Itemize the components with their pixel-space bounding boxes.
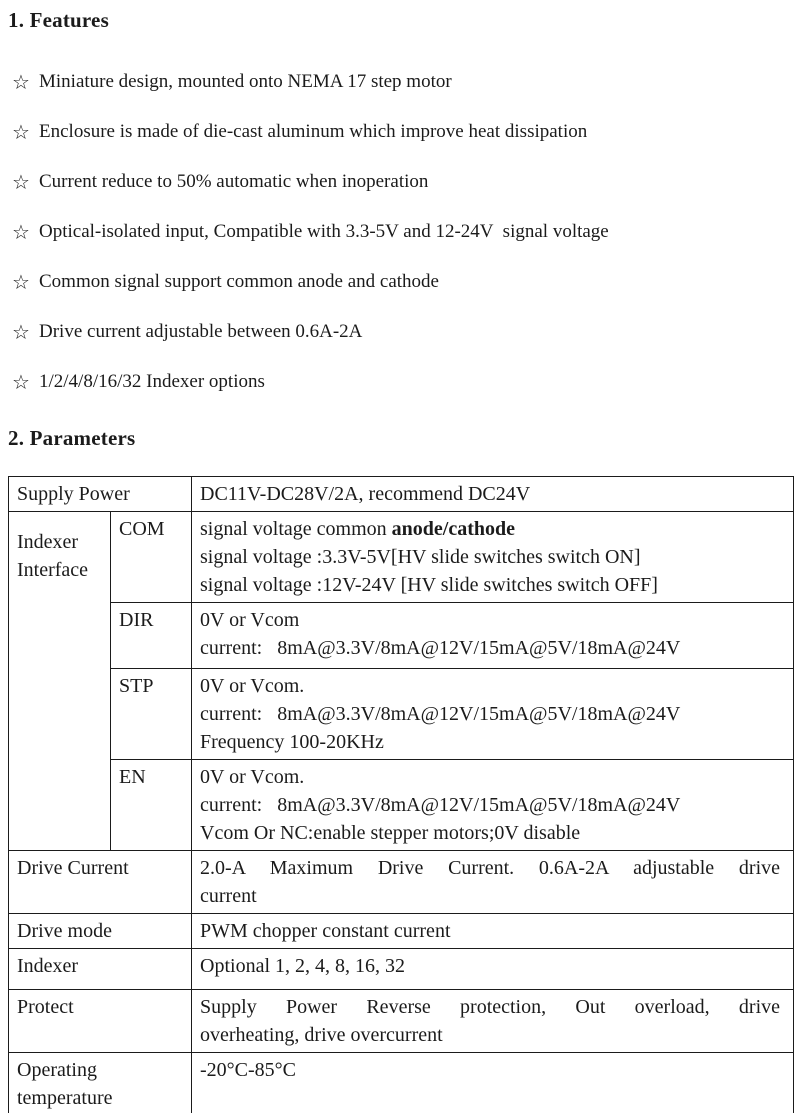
value-line: Vcom Or NC:enable stepper motors;0V disable (200, 822, 581, 844)
value-line: 0V or Vcom (200, 609, 300, 631)
value-line: signal voltage :3.3V-5V[HV slide switches switch ON] (200, 546, 641, 568)
star-bullet-icon: ☆ (12, 120, 30, 144)
param-value-cell (192, 603, 794, 669)
table-row-stp (9, 669, 794, 760)
param-value-cell (192, 760, 794, 851)
param-value-cell (192, 512, 794, 603)
signal-label-cell: COM (111, 512, 192, 603)
signal-label-cell: EN (111, 760, 192, 851)
value-line: current: 8mA@3.3V/8mA@12V/15mA@5V/18mA@24V (200, 703, 681, 725)
feature-text: Miniature design, mounted onto NEMA 17 step motor (39, 71, 452, 92)
value-line: current (200, 885, 257, 907)
signal-label-cell: DIR (111, 603, 192, 669)
value-line: 0V or Vcom. (200, 675, 305, 697)
signal-label-cell: STP (111, 669, 192, 760)
star-bullet-icon: ☆ (12, 320, 30, 344)
feature-text: Drive current adjustable between 0.6A-2A (39, 321, 363, 342)
value-line: current: 8mA@3.3V/8mA@12V/15mA@5V/18mA@24V (200, 637, 681, 659)
param-label-cell: Operating temperature (9, 1053, 192, 1113)
parameters-heading: 2. Parameters (8, 426, 136, 450)
star-bullet-icon: ☆ (12, 370, 30, 394)
table-row-supply-power (9, 477, 794, 512)
feature-text: Common signal support common anode and cathode (39, 271, 439, 292)
value-line: Supply Power Reverse protection, Out overload, drive (200, 996, 781, 1018)
param-label-cell: Supply Power (9, 477, 192, 512)
table-row-com (9, 512, 794, 603)
feature-text: 1/2/4/8/16/32 Indexer options (39, 371, 265, 392)
param-label-cell: Indexer (9, 949, 192, 990)
table-row-operating-temperature (9, 1053, 794, 1113)
param-value-cell (192, 990, 794, 1053)
star-bullet-icon: ☆ (12, 170, 30, 194)
star-bullet-icon: ☆ (12, 70, 30, 94)
feature-item (8, 369, 793, 395)
feature-item (8, 219, 793, 245)
table-row-indexer (9, 949, 794, 990)
param-label-cell: Drive mode (9, 914, 192, 949)
value-line: Frequency 100-20KHz (200, 731, 384, 753)
value-line: current: 8mA@3.3V/8mA@12V/15mA@5V/18mA@24V (200, 794, 681, 816)
param-value-cell: -20°C-85°C (192, 1053, 794, 1113)
value-line: signal voltage common anode/cathode (200, 518, 515, 540)
feature-text: Optical-isolated input, Compatible with 3.3-5V and 12-24V signal voltage (39, 221, 609, 242)
table-row-drive-current (9, 851, 794, 914)
feature-text: Enclosure is made of die-cast aluminum which improve heat dissipation (39, 121, 588, 142)
param-label-cell: Protect (9, 990, 192, 1053)
param-label-cell: Drive Current (9, 851, 192, 914)
table-row-drive-mode (9, 914, 794, 949)
star-bullet-icon: ☆ (12, 270, 30, 294)
feature-item (8, 269, 793, 295)
features-heading: 1. Features (8, 8, 109, 32)
table-row-en (9, 760, 794, 851)
feature-item (8, 169, 793, 195)
param-value-cell: Optional 1, 2, 4, 8, 16, 32 (192, 949, 794, 990)
star-bullet-icon: ☆ (12, 220, 30, 244)
param-value-cell (192, 669, 794, 760)
table-row-dir (9, 603, 794, 669)
value-line: signal voltage :12V-24V [HV slide switches switch OFF] (200, 574, 658, 596)
value-line: 2.0-A Maximum Drive Current. 0.6A-2A adjustable drive (200, 857, 781, 879)
parameters-table (8, 476, 794, 1113)
param-value-cell: DC11V-DC28V/2A, recommend DC24V (192, 477, 794, 512)
feature-text: Current reduce to 50% automatic when inoperation (39, 171, 429, 192)
param-value-cell: PWM chopper constant current (192, 914, 794, 949)
value-line: 0V or Vcom. (200, 766, 305, 788)
param-value-cell (192, 851, 794, 914)
feature-item (8, 119, 793, 145)
value-line: overheating, drive overcurrent (200, 1024, 443, 1046)
feature-item (8, 69, 793, 95)
feature-item (8, 319, 793, 345)
table-row-protect (9, 990, 794, 1053)
param-label-cell: Indexer Interface (9, 512, 111, 851)
features-list (8, 69, 793, 395)
